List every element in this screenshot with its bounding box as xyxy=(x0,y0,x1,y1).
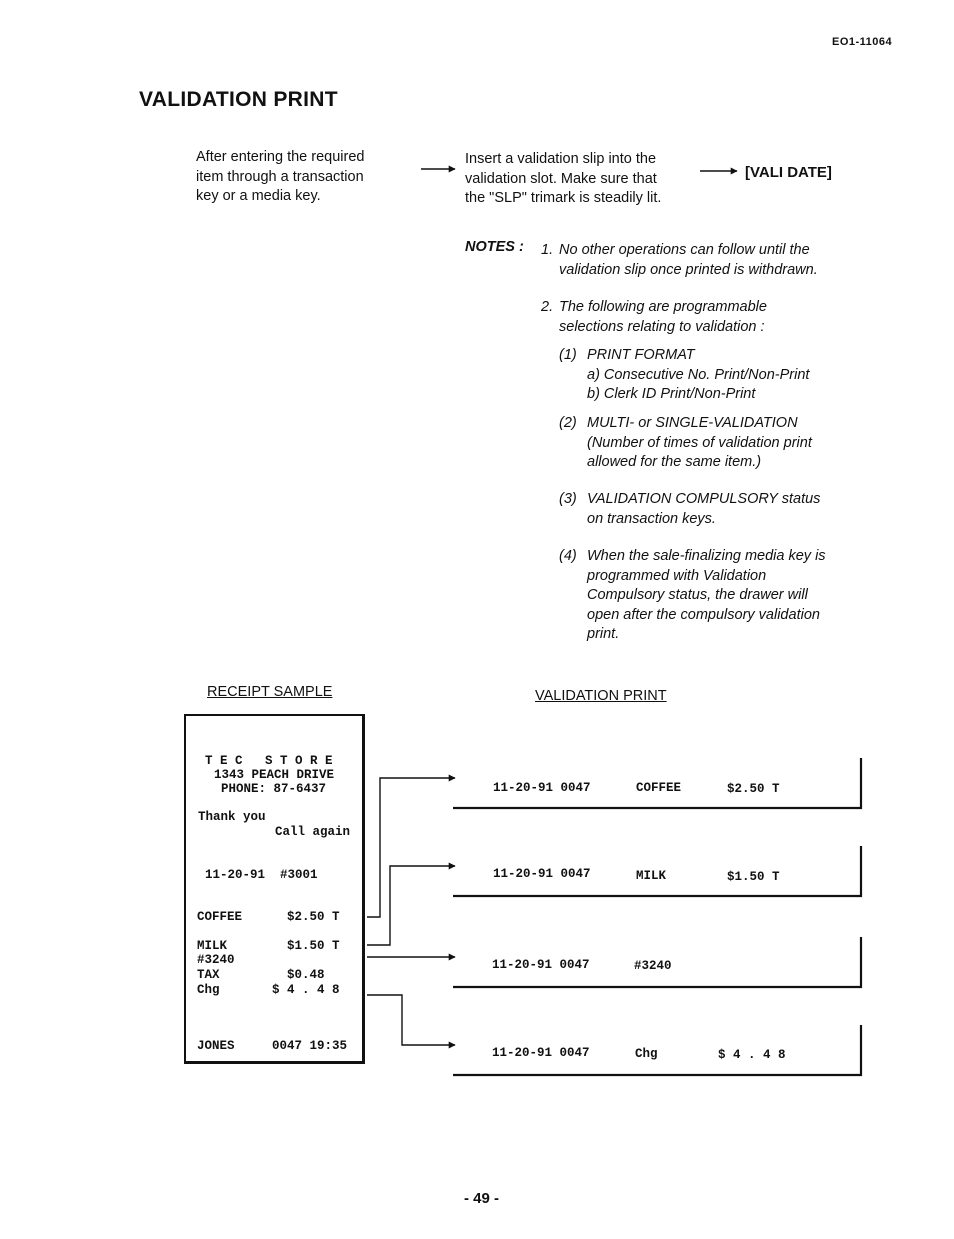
note-item-1-number: (1) xyxy=(559,347,577,363)
receipt-call-again: Call again xyxy=(275,825,351,839)
note-item-4-number: (4) xyxy=(559,548,577,564)
slip-4-edge xyxy=(453,1025,861,1075)
slip-3-edge xyxy=(453,937,861,987)
page-number: - 49 - xyxy=(464,1190,500,1207)
receipt-sample-label: RECEIPT SAMPLE xyxy=(207,684,333,700)
receipt-address: 1343 PEACH DRIVE xyxy=(214,768,335,782)
receipt-tax-line: TAX $0.48 xyxy=(197,968,325,982)
receipt-thanks: Thank you xyxy=(198,810,266,824)
receipt-account-line: #3240 xyxy=(197,953,235,967)
note-item-3-text: VALIDATION COMPULSORY status on transaction keys. xyxy=(587,491,821,527)
connector-coffee xyxy=(367,778,455,917)
slip-1-amount: $2.50 T xyxy=(727,782,780,796)
page-title: VALIDATION PRINT xyxy=(139,88,338,111)
note-item-4-text: When the sale-finalizing media key is programmed with Validation Compulsory status, the drawer will open after the compulsory validation print. xyxy=(587,548,826,642)
step-3-key: [VALI DATE] xyxy=(745,164,832,181)
note-item-3-number: (3) xyxy=(559,491,577,507)
slip-1-item: COFFEE xyxy=(636,781,682,795)
step-2-text: Insert a validation slip into the validation slot. Make sure that the "SLP" trimark is steadily lit. xyxy=(465,151,662,206)
slip-3-date: 11-20-91 0047 xyxy=(492,958,590,972)
slip-4-item: Chg xyxy=(635,1047,658,1061)
receipt-change-line: Chg $ 4 . 4 8 xyxy=(197,983,340,997)
slip-1-date: 11-20-91 0047 xyxy=(493,781,591,795)
validation-print-label: VALIDATION PRINT xyxy=(535,688,667,704)
document-id: EO1-11064 xyxy=(832,36,893,48)
slip-4-amount: $ 4 . 4 8 xyxy=(718,1048,786,1062)
step-1-text: After entering the required item through a transaction key or a media key. xyxy=(196,149,365,204)
note-2-text: The following are programmable selections relating to validation : xyxy=(559,299,767,335)
note-item-2-text: MULTI- or SINGLE-VALIDATION (Number of times of validation print allowed for the same item.) xyxy=(587,415,812,470)
note-item-2-number: (2) xyxy=(559,415,577,431)
receipt-coffee-line: COFFEE $2.50 T xyxy=(197,910,340,924)
slip-1-edge xyxy=(453,758,861,808)
receipt-date-line: 11-20-91 #3001 xyxy=(205,868,318,882)
receipt-phone: PHONE: 87-6437 xyxy=(221,782,327,796)
slip-3-item: #3240 xyxy=(634,959,672,973)
slip-4-date: 11-20-91 0047 xyxy=(492,1046,590,1060)
note-1-text: No other operations can follow until the validation slip once printed is withdrawn. xyxy=(559,242,818,278)
note-1-number: 1. xyxy=(541,242,554,258)
notes-label: NOTES : xyxy=(465,239,524,255)
receipt-footer: JONES 0047 19:35 xyxy=(197,1039,348,1053)
slip-2-date: 11-20-91 0047 xyxy=(493,867,591,881)
connector-change xyxy=(367,995,455,1045)
note-2-number: 2. xyxy=(541,299,554,315)
slip-2-edge xyxy=(453,846,861,896)
slip-2-item: MILK xyxy=(636,869,667,883)
receipt-milk-line: MILK $1.50 T xyxy=(197,939,340,953)
note-item-1-text: PRINT FORMAT a) Consecutive No. Print/Non-Print b) Clerk ID Print/Non-Print xyxy=(587,347,810,402)
slip-2-amount: $1.50 T xyxy=(727,870,780,884)
receipt-store-name: T E C S T O R E xyxy=(205,754,333,768)
